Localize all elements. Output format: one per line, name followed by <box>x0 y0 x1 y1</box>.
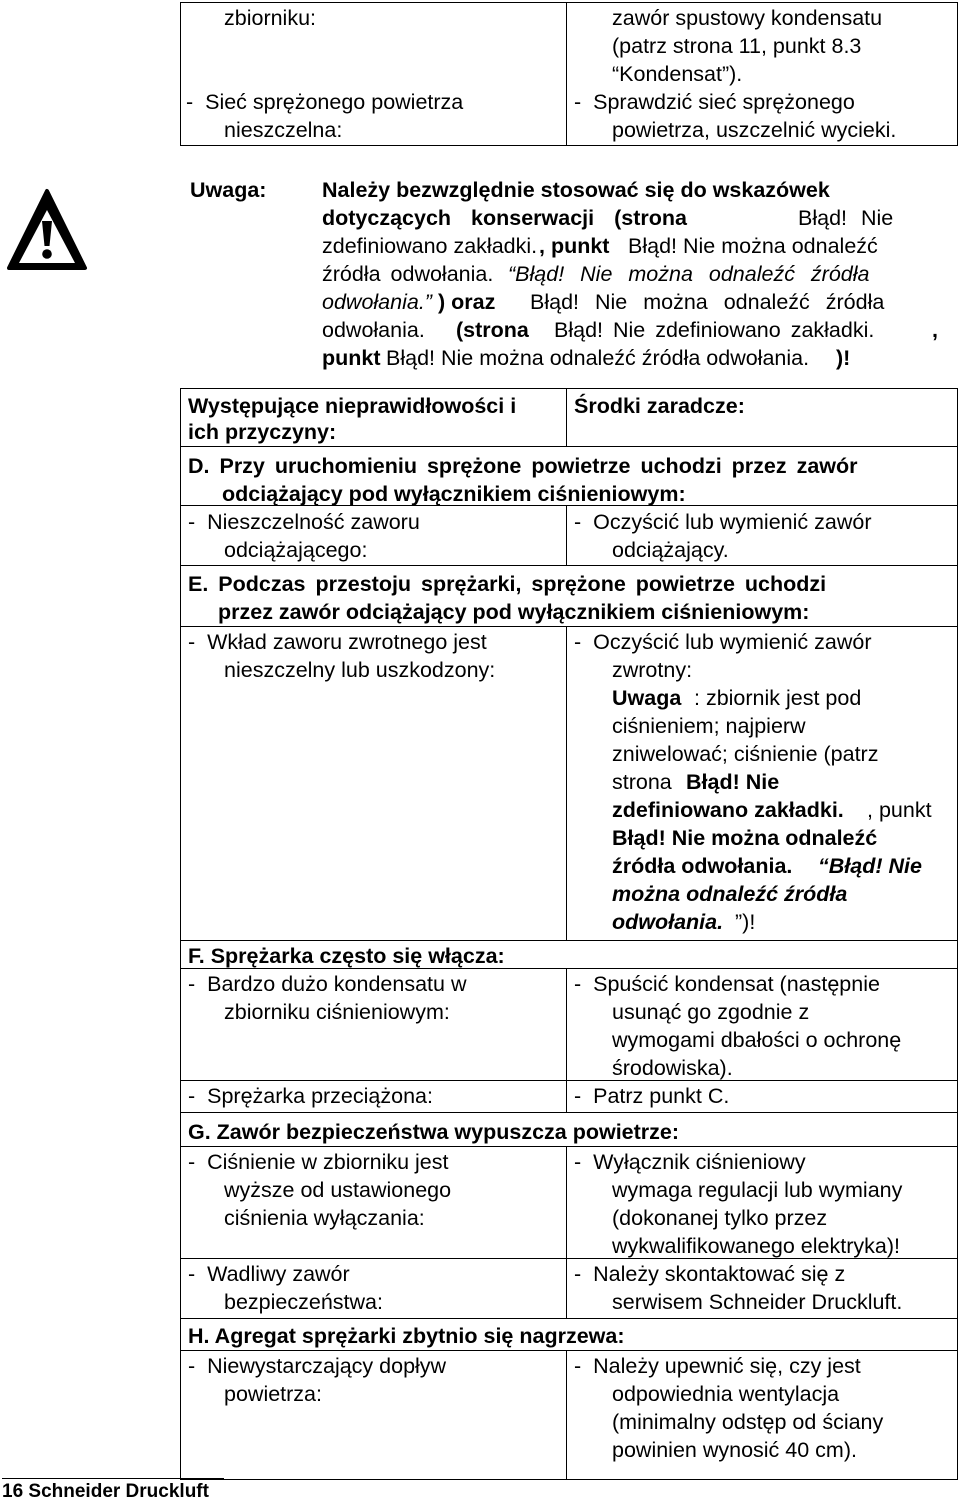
cell-text: , punkt <box>867 798 932 822</box>
cell-text: odwołania. <box>612 910 724 934</box>
note-text: Należy bezwzględnie stosować się do wskazówek <box>322 178 830 202</box>
table-border <box>180 1146 958 1147</box>
table-border <box>957 2 958 145</box>
cell-text: odciążający. <box>612 538 729 562</box>
cell-text: : zbiornik jest pod <box>694 686 862 710</box>
note-text: Błąd! Nie <box>798 206 894 230</box>
cell-text: - Wkład zaworu zwrotnego jest <box>188 630 487 654</box>
cell-text: - Niewystarczający dopływ <box>188 1354 447 1378</box>
cell-text: zdefiniowano zakładki. <box>612 798 844 822</box>
cell-text: (minimalny odstęp od ściany <box>612 1410 884 1434</box>
cell-text: bezpieczeństwa: <box>224 1290 383 1314</box>
note-text: Błąd! Nie można odnaleźć źródła odwołania. <box>386 346 810 370</box>
column-header-left: Występujące nieprawidłowości i <box>188 394 517 418</box>
cell-text: odciążającego: <box>224 538 368 562</box>
cell-text: - Nieszczelność zaworu <box>188 510 420 534</box>
table-border <box>566 505 567 565</box>
table-border <box>180 145 958 146</box>
table-border <box>180 2 181 145</box>
note-text: zdefiniowano zakładki. <box>322 234 538 258</box>
section-title: E. Podczas przestoju sprężarki, sprężone powietrze uchodzi <box>188 572 827 596</box>
cell-text: serwisem Schneider Druckluft. <box>612 1290 903 1314</box>
cell-text: powietrza: <box>224 1382 322 1406</box>
footer-rule <box>2 1478 224 1479</box>
note-text: “Błąd! Nie można odnaleźć źródła <box>508 262 870 286</box>
warning-triangle-icon <box>6 188 88 272</box>
cell-text: wymaga regulacji lub wymiany <box>612 1178 903 1202</box>
section-title: H. Agregat sprężarki zbytnio się nagrzewa: <box>188 1324 625 1348</box>
cell-text: ”)! <box>735 910 756 934</box>
note-text: , punkt <box>539 234 610 258</box>
note-text: Błąd! Nie można odnaleźć <box>628 234 878 258</box>
note-text: )! <box>836 346 851 370</box>
note-text: źródła odwołania. <box>322 262 494 286</box>
cell-text: Błąd! Nie <box>686 770 780 794</box>
table-border <box>566 626 567 940</box>
cell-text: - Wyłącznik ciśnieniowy <box>574 1150 806 1174</box>
cell-text: - Bardzo dużo kondensatu w <box>188 972 467 996</box>
cell-text: - Wadliwy zawór <box>188 1262 350 1286</box>
cell-text: zwrotny: <box>612 658 693 682</box>
cell-text: odpowiednia wentylacja <box>612 1382 840 1406</box>
table-border <box>180 388 958 389</box>
cell-text: - Sieć sprężonego powietrza <box>186 90 464 114</box>
cell-text: strona <box>612 770 672 794</box>
table-border <box>180 1080 958 1081</box>
note-text: punkt <box>322 346 381 370</box>
table-border <box>180 388 181 1480</box>
cell-text: nieszczelna: <box>224 118 343 142</box>
cell-text: można odnaleźć źródła <box>612 882 848 906</box>
note-text: odwołania.” <box>322 290 432 314</box>
cell-text: “Kondensat”). <box>612 62 743 86</box>
note-text: Błąd! Nie można odnaleźć źródła <box>530 290 885 314</box>
cell-text: wykwalifikowanego elektryka)! <box>612 1234 900 1258</box>
note-text: , <box>932 318 938 342</box>
table-border <box>566 1350 567 1480</box>
table-border <box>180 940 958 941</box>
table-border <box>566 2 567 145</box>
cell-text: środowiska). <box>612 1056 733 1080</box>
table-border <box>180 446 958 447</box>
cell-text: ciśnienia wyłączania: <box>224 1206 425 1230</box>
table-border <box>180 2 958 3</box>
cell-text: - Oczyścić lub wymienić zawór <box>574 630 872 654</box>
note-text: ) oraz <box>438 290 496 314</box>
cell-text: Błąd! Nie można odnaleźć <box>612 826 878 850</box>
section-title: przez zawór odciążający pod wyłącznikiem ciśnieniowym: <box>218 600 810 624</box>
cell-text: - Należy skontaktować się z <box>574 1262 846 1286</box>
note-text: (strona <box>456 318 529 342</box>
cell-text: - Spuścić kondensat (następnie <box>574 972 880 996</box>
cell-text: wyższe od ustawionego <box>224 1178 452 1202</box>
cell-text: - Ciśnienie w zbiorniku jest <box>188 1150 449 1174</box>
cell-text: powinien wynosić 40 cm). <box>612 1438 857 1462</box>
cell-text: “Błąd! Nie <box>818 854 922 878</box>
cell-text: zbiorniku ciśnieniowym: <box>224 1000 450 1024</box>
cell-text: - Oczyścić lub wymienić zawór <box>574 510 872 534</box>
table-border <box>566 968 567 1112</box>
section-title: odciążający pod wyłącznikiem ciśnieniowym: <box>222 482 686 506</box>
section-title: D. Przy uruchomieniu sprężone powietrze uchodzi przez zawór <box>188 454 858 478</box>
table-border <box>180 1479 958 1480</box>
table-border <box>566 1146 567 1318</box>
page-footer: 16 Schneider Druckluft <box>2 1481 209 1502</box>
cell-text: Uwaga <box>612 686 682 710</box>
table-border <box>566 388 567 446</box>
table-border <box>180 1112 958 1113</box>
cell-text: (dokonanej tylko przez <box>612 1206 828 1230</box>
cell-text: nieszczelny lub uszkodzony: <box>224 658 496 682</box>
cell-text: źródła odwołania. <box>612 854 793 878</box>
cell-text: zawór spustowy kondensatu <box>612 6 883 30</box>
cell-text: - Sprawdzić sieć sprężonego <box>574 90 855 114</box>
cell-text: powietrza, uszczelnić wycieki. <box>612 118 897 142</box>
note-label: Uwaga: <box>190 178 267 202</box>
note-text: Błąd! Nie zdefiniowano zakładki. <box>554 318 875 342</box>
table-border <box>180 565 958 566</box>
cell-text: zbiorniku: <box>224 6 317 30</box>
note-text: dotyczących konserwacji (strona <box>322 206 687 230</box>
section-title: G. Zawór bezpieczeństwa wypuszcza powietrze: <box>188 1120 680 1144</box>
column-header-left: ich przyczyny: <box>188 420 337 444</box>
cell-text: wymogami dbałości o ochronę <box>612 1028 902 1052</box>
table-border <box>180 1350 958 1351</box>
cell-text: zniwelować; ciśnienie (patrz <box>612 742 879 766</box>
cell-text: - Sprężarka przeciążona: <box>188 1084 433 1108</box>
cell-text: usunąć go zgodnie z <box>612 1000 810 1024</box>
cell-text: - Patrz punkt C. <box>574 1084 730 1108</box>
cell-text: ciśnieniem; najpierw <box>612 714 806 738</box>
section-title: F. Sprężarka często się włącza: <box>188 944 505 968</box>
table-border <box>957 388 958 1480</box>
note-text: odwołania. <box>322 318 425 342</box>
cell-text: - Należy upewnić się, czy jest <box>574 1354 861 1378</box>
column-header-right: Środki zaradcze: <box>574 394 745 418</box>
cell-text: (patrz strona 11, punkt 8.3 <box>612 34 862 58</box>
table-border <box>180 626 958 627</box>
table-border <box>180 1318 958 1319</box>
